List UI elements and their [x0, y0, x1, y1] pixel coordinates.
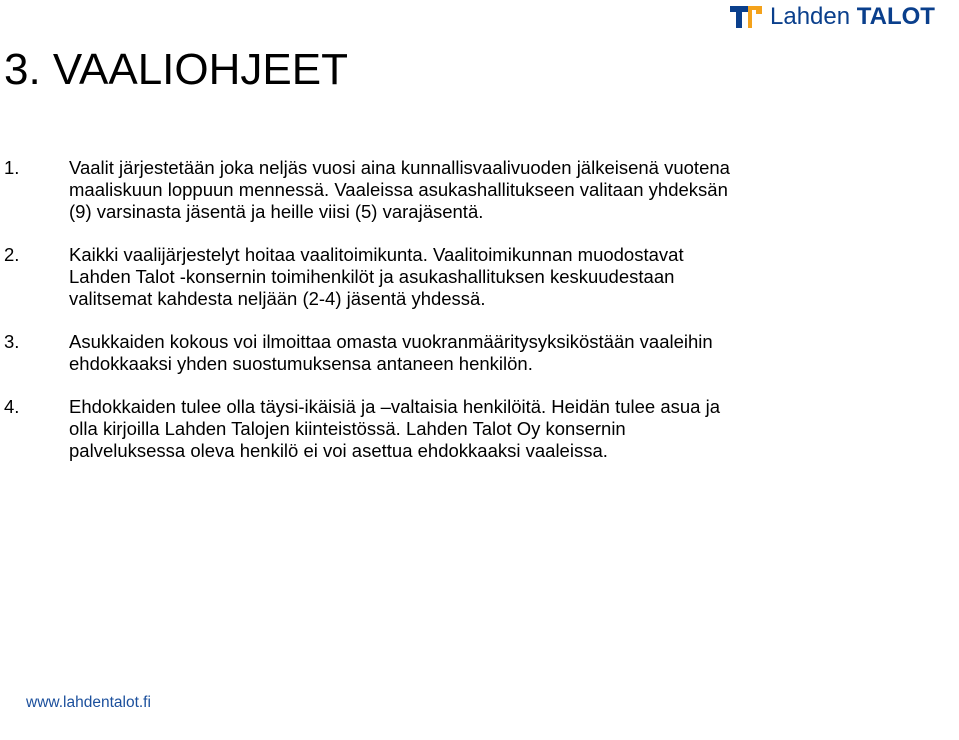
list-item-2	[0, 244, 959, 310]
list-item-1	[0, 157, 959, 223]
item-text-line: ehdokkaaksi yhden suostumuksensa antaneen henkilön.	[69, 353, 533, 374]
item-number: 2.	[4, 244, 20, 265]
item-text-line: Kaikki vaalijärjestelyt hoitaa vaalitoimikunta. Vaalitoimikunnan muodostavat	[69, 244, 684, 265]
logo-wordmark	[770, 3, 935, 31]
item-number: 3.	[4, 331, 20, 352]
item-number: 1.	[4, 157, 20, 178]
item-text-line: palveluksessa oleva henkilö ei voi asettua ehdokkaaksi vaaleissa.	[69, 440, 608, 461]
logo-name-light: Lahden	[770, 3, 851, 30]
item-text-line: Vaalit järjestetään joka neljäs vuosi aina kunnallisvaalivuoden jälkeisenä vuotena	[69, 157, 730, 178]
item-text-line: Ehdokkaiden tulee olla täysi-ikäisiä ja –valtaisia henkilöitä. Heidän tulee asua ja	[69, 396, 720, 417]
item-text-line: valitsemat kahdesta neljään (2-4) jäsentä yhdessä.	[69, 288, 486, 309]
slide-title: 3. VAALIOHJEET	[4, 45, 348, 94]
item-text-line: maaliskuun loppuun mennessä. Vaaleissa asukashallitukseen valitaan yhdeksän	[69, 179, 728, 200]
item-text-line: (9) varsinasta jäsentä ja heille viisi (5) varajäsentä.	[69, 201, 484, 222]
website-link[interactable]: www.lahdentalot.fi	[26, 694, 151, 711]
instruction-list	[0, 157, 959, 483]
list-item-3	[0, 331, 959, 375]
item-text-line: olla kirjoilla Lahden Talojen kiinteistössä. Lahden Talot Oy konsernin	[69, 418, 626, 439]
item-number: 4.	[4, 396, 20, 417]
item-text-line: Lahden Talot -konsernin toimihenkilöt ja asukashallituksen keskuudestaan	[69, 266, 675, 287]
logo-mark-icon	[728, 2, 764, 32]
lahden-talot-logo	[728, 2, 935, 32]
logo-name-bold: TALOT	[856, 3, 935, 30]
item-text-line: Asukkaiden kokous voi ilmoittaa omasta vuokranmääritysyksiköstään vaaleihin	[69, 331, 713, 352]
list-item-4	[0, 396, 959, 462]
